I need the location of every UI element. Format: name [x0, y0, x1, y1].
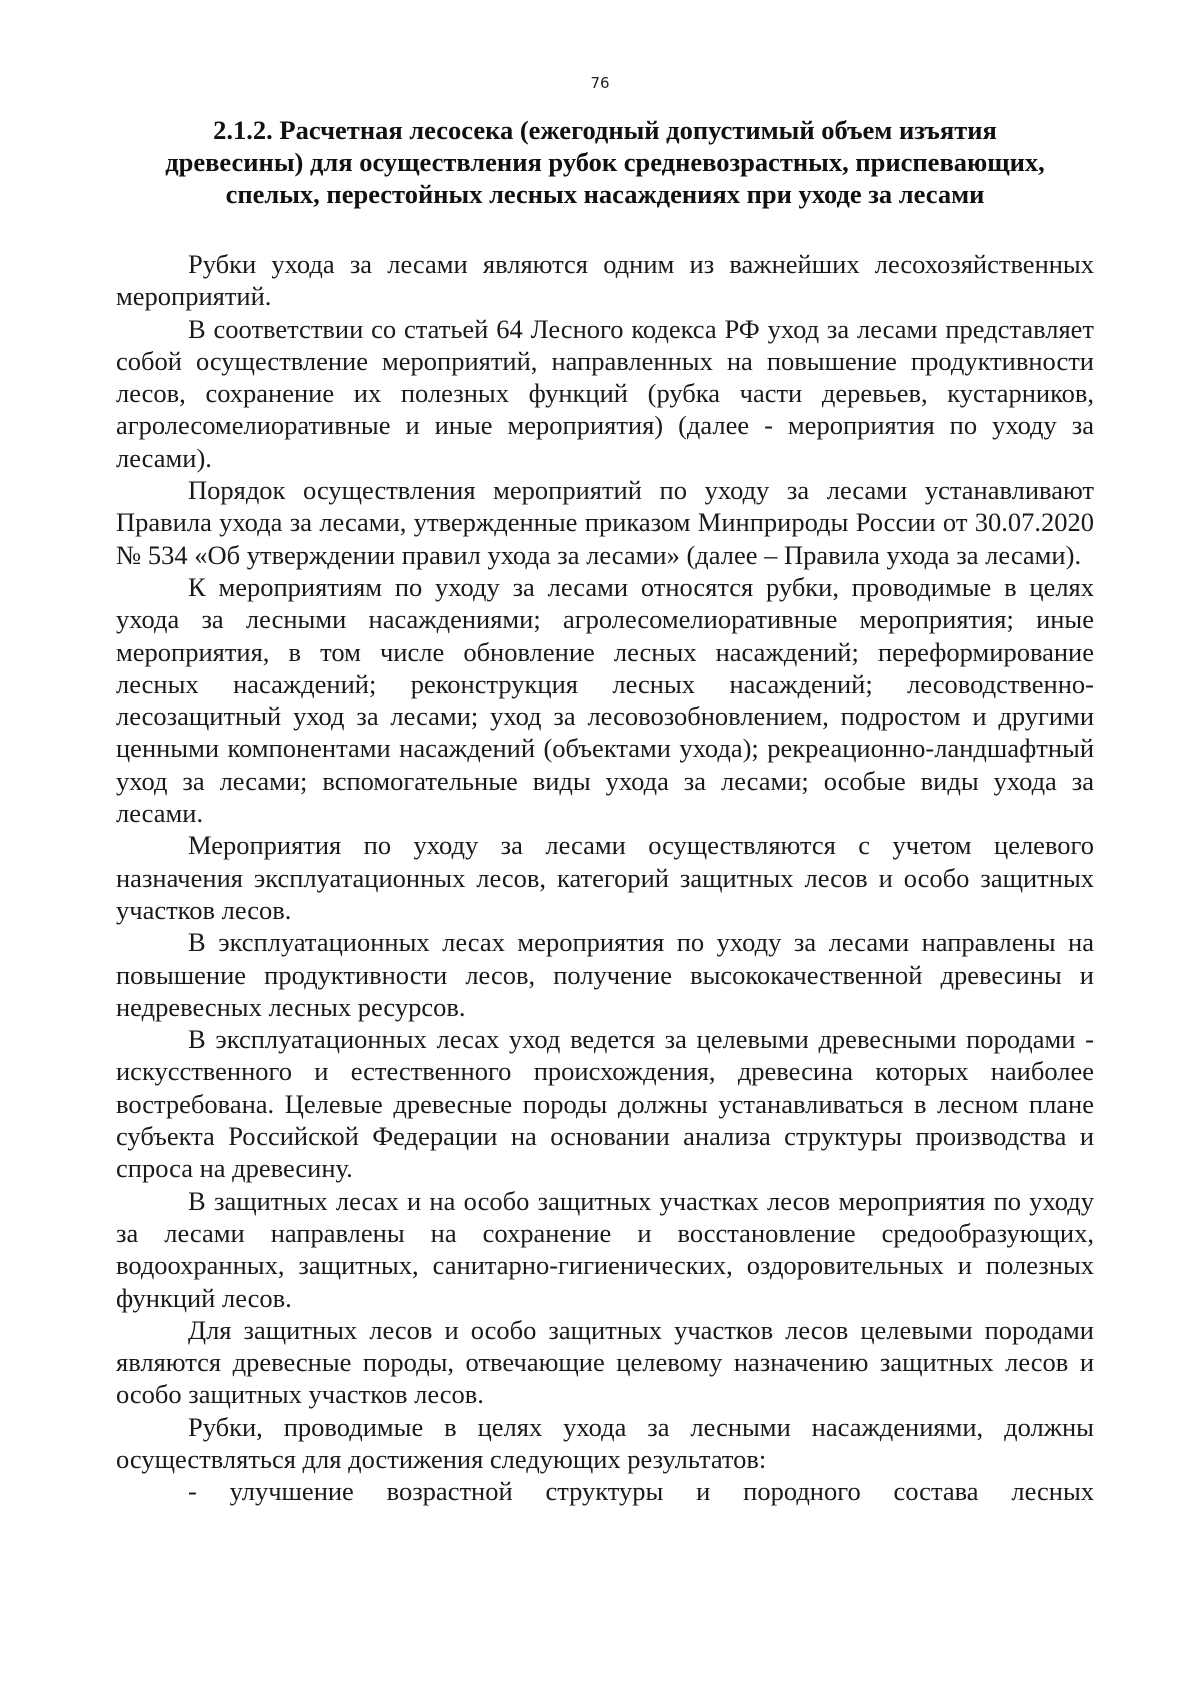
body-text — [116, 248, 1094, 1508]
paragraph-10: Рубки, проводимые в целях ухода за лесными насаждениями, должны осуществляться для достижения следующих результатов: — [116, 1411, 1094, 1474]
paragraph-2: В соответствии со статьей 64 Лесного кодекса РФ уход за лесами представляет собой осуществление мероприятий, направленных на повышение продуктивности лесов, сохранение их полезных функций (рубка части деревьев, кустарников, агролесомелиоративные и иные мероприятия) (далее - мероприятия по уходу за лесами). — [116, 313, 1094, 473]
section-heading-line-1: 2.1.2. Расчетная лесосека (ежегодный допустимый объем изъятия — [213, 115, 997, 145]
section-heading-line-3: спелых, перестойных лесных насаждениях при уходе за лесами — [225, 179, 985, 209]
section-heading-line-2: древесины) для осуществления рубок средневозрастных, приспевающих, — [165, 147, 1045, 177]
paragraph-8: В защитных лесах и на особо защитных участках лесов мероприятия по уходу за лесами направлены на сохранение и восстановление средообразующих, водоохранных, защитных, санитарно-гигиенических, оздоровительных и полезных функций лесов. — [116, 1185, 1094, 1313]
paragraph-9: Для защитных лесов и особо защитных участков лесов целевыми породами являются древесные породы, отвечающие целевому назначению защитных лесов и особо защитных участков лесов. — [116, 1314, 1094, 1410]
paragraph-4: К мероприятиям по уходу за лесами относятся рубки, проводимые в целях ухода за лесными насаждениями; агролесомелиоративные мероприятия; иные мероприятия, в том числе обновление лесных насаждений; переформирование лесных насаждений; реконструкция лесных насаждений; лесоводственно-лесозащитный уход за лесами; уход за лесовозобновлением, подростом и другими ценными компонентами насаждений (объектами ухода); рекреационно-ландшафтный уход за лесами; вспомогательные виды ухода за лесами; особые виды ухода за лесами. — [116, 571, 1094, 829]
section-heading — [116, 114, 1094, 210]
paragraph-5: Мероприятия по уходу за лесами осуществляются с учетом целевого назначения эксплуатационных лесов, категорий защитных лесов и особо защитных участков лесов. — [116, 830, 1094, 925]
paragraph-1: Рубки ухода за лесами являются одним из важнейших лесохозяйственных мероприятий. — [116, 249, 1094, 312]
paragraph-3: Порядок осуществления мероприятий по уходу за лесами устанавливают Правила ухода за лесами, утвержденные приказом Минприроды России от 30.07.2020 № 534 «Об утверждении правил ухода за лесами» (далее – Правила ухода за лесами). — [116, 475, 1094, 570]
paragraph-7: В эксплуатационных лесах уход ведется за целевыми древесными породами - искусственного и естественного происхождения, древесина которых наиболее востребована. Целевые древесные породы должны устанавливаться в лесном плане субъекта Российской Федерации на основании анализа структуры производства и спроса на древесину. — [116, 1024, 1094, 1184]
list-item: - улучшение возрастной структуры и породного состава лесных — [188, 1476, 1094, 1507]
page-number: 76 — [590, 74, 610, 92]
paragraph-6: В эксплуатационных лесах мероприятия по уходу за лесами направлены на повышение продуктивности лесов, получение высококачественной древесины и недревесных лесных ресурсов. — [116, 927, 1094, 1022]
